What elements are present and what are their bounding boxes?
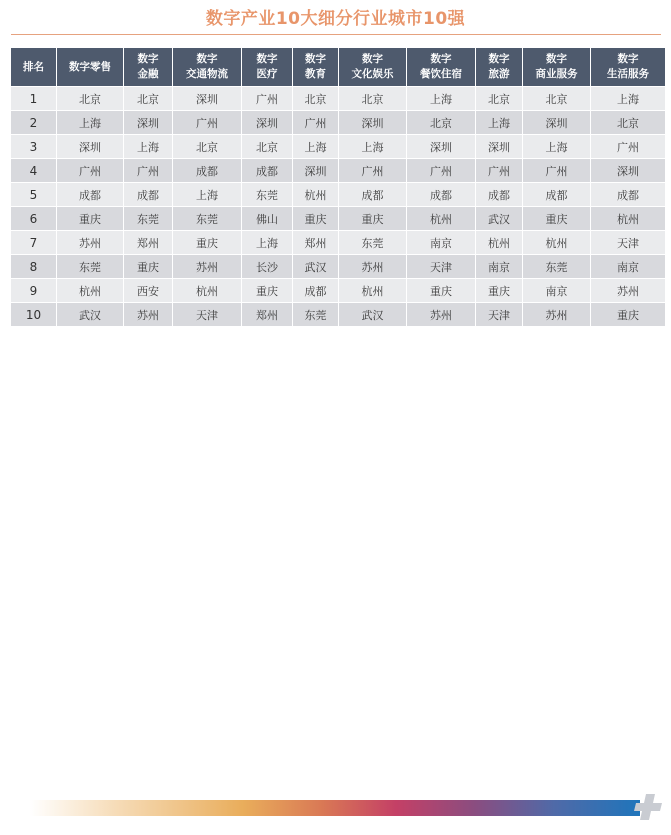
column-header-line: 排名 bbox=[23, 60, 44, 73]
city-cell: 杭州 bbox=[173, 279, 241, 302]
city-cell: 成都 bbox=[293, 279, 338, 302]
table-row bbox=[11, 231, 665, 254]
city-cell: 杭州 bbox=[407, 207, 475, 230]
table-header-row bbox=[11, 48, 665, 86]
column-header-line: 医疗 bbox=[256, 68, 278, 80]
city-cell: 上海 bbox=[293, 135, 338, 158]
table-row bbox=[11, 87, 665, 110]
column-header bbox=[407, 48, 475, 86]
rank-number: 10 bbox=[11, 303, 56, 326]
city-cell: 北京 bbox=[293, 87, 338, 110]
column-header-line: 餐饮住宿 bbox=[420, 68, 462, 80]
city-cell: 成都 bbox=[57, 183, 123, 206]
city-cell: 重庆 bbox=[293, 207, 338, 230]
city-cell: 天津 bbox=[476, 303, 522, 326]
title-divider bbox=[11, 34, 661, 35]
column-header bbox=[57, 48, 123, 86]
column-header-line: 数字 bbox=[256, 53, 278, 65]
city-cell: 北京 bbox=[57, 87, 123, 110]
city-cell: 北京 bbox=[591, 111, 665, 134]
table-row bbox=[11, 255, 665, 278]
table-row bbox=[11, 183, 665, 206]
column-header-line: 数字 bbox=[196, 53, 218, 65]
column-header bbox=[591, 48, 665, 86]
city-cell: 杭州 bbox=[591, 207, 665, 230]
column-header-line: 数字零售 bbox=[69, 60, 111, 73]
city-cell: 重庆 bbox=[57, 207, 123, 230]
city-cell: 成都 bbox=[339, 183, 406, 206]
city-cell: 成都 bbox=[173, 159, 241, 182]
rank-number: 1 bbox=[11, 87, 56, 110]
column-header-line: 旅游 bbox=[488, 68, 510, 80]
column-header-line: 数字 bbox=[305, 53, 326, 65]
city-cell: 杭州 bbox=[476, 231, 522, 254]
city-cell: 东莞 bbox=[57, 255, 123, 278]
city-cell: 苏州 bbox=[591, 279, 665, 302]
column-header bbox=[476, 48, 522, 86]
city-cell: 南京 bbox=[476, 255, 522, 278]
city-cell: 北京 bbox=[124, 87, 172, 110]
city-cell: 深圳 bbox=[523, 111, 590, 134]
city-cell: 成都 bbox=[523, 183, 590, 206]
rank-number: 6 bbox=[11, 207, 56, 230]
city-cell: 深圳 bbox=[293, 159, 338, 182]
city-cell: 上海 bbox=[173, 183, 241, 206]
city-cell: 重庆 bbox=[339, 207, 406, 230]
table-row bbox=[11, 207, 665, 230]
column-header-line: 数字 bbox=[430, 53, 452, 65]
city-cell: 北京 bbox=[173, 135, 241, 158]
city-cell: 武汉 bbox=[476, 207, 522, 230]
column-header bbox=[293, 48, 338, 86]
table-row bbox=[11, 303, 665, 326]
city-cell: 南京 bbox=[407, 231, 475, 254]
city-cell: 武汉 bbox=[293, 255, 338, 278]
footer-gradient-bar bbox=[30, 800, 640, 816]
city-cell: 东莞 bbox=[523, 255, 590, 278]
city-cell: 苏州 bbox=[523, 303, 590, 326]
city-cell: 成都 bbox=[124, 183, 172, 206]
city-cell: 天津 bbox=[407, 255, 475, 278]
city-cell: 郑州 bbox=[242, 303, 292, 326]
column-header-line: 商业服务 bbox=[535, 68, 578, 80]
plus-logo-icon bbox=[634, 792, 664, 822]
city-cell: 成都 bbox=[591, 183, 665, 206]
rank-number: 5 bbox=[11, 183, 56, 206]
column-header-line: 生活服务 bbox=[607, 68, 649, 80]
table-row bbox=[11, 111, 665, 134]
city-cell: 深圳 bbox=[339, 111, 406, 134]
city-cell: 广州 bbox=[523, 159, 590, 182]
city-cell: 深圳 bbox=[476, 135, 522, 158]
column-header-line: 交通物流 bbox=[186, 68, 228, 80]
city-cell: 广州 bbox=[57, 159, 123, 182]
rank-number: 9 bbox=[11, 279, 56, 302]
city-cell: 杭州 bbox=[293, 183, 338, 206]
city-cell: 重庆 bbox=[242, 279, 292, 302]
city-cell: 东莞 bbox=[124, 207, 172, 230]
city-cell: 广州 bbox=[293, 111, 338, 134]
city-cell: 上海 bbox=[339, 135, 406, 158]
column-header bbox=[124, 48, 172, 86]
city-cell: 苏州 bbox=[407, 303, 475, 326]
city-cell: 深圳 bbox=[407, 135, 475, 158]
city-cell: 武汉 bbox=[339, 303, 406, 326]
city-cell: 苏州 bbox=[173, 255, 241, 278]
page-title: 数字产业10大细分行业城市10强 bbox=[205, 9, 466, 29]
column-header bbox=[523, 48, 590, 86]
city-cell: 重庆 bbox=[523, 207, 590, 230]
city-cell: 杭州 bbox=[523, 231, 590, 254]
city-cell: 上海 bbox=[407, 87, 475, 110]
city-cell: 上海 bbox=[124, 135, 172, 158]
city-cell: 苏州 bbox=[57, 231, 123, 254]
city-cell: 北京 bbox=[242, 135, 292, 158]
city-cell: 深圳 bbox=[242, 111, 292, 134]
city-cell: 东莞 bbox=[173, 207, 241, 230]
city-cell: 上海 bbox=[523, 135, 590, 158]
city-cell: 上海 bbox=[591, 87, 665, 110]
city-cell: 北京 bbox=[476, 87, 522, 110]
city-cell: 苏州 bbox=[339, 255, 406, 278]
city-cell: 重庆 bbox=[173, 231, 241, 254]
city-cell: 上海 bbox=[57, 111, 123, 134]
city-cell: 佛山 bbox=[242, 207, 292, 230]
city-cell: 杭州 bbox=[57, 279, 123, 302]
rank-number: 3 bbox=[11, 135, 56, 158]
city-cell: 广州 bbox=[242, 87, 292, 110]
city-cell: 郑州 bbox=[124, 231, 172, 254]
column-header-line: 数字 bbox=[488, 53, 510, 65]
city-cell: 深圳 bbox=[57, 135, 123, 158]
table-row bbox=[11, 279, 665, 302]
city-cell: 天津 bbox=[591, 231, 665, 254]
column-header-line: 文化娱乐 bbox=[351, 68, 394, 80]
city-cell: 北京 bbox=[339, 87, 406, 110]
column-header-line: 数字 bbox=[137, 53, 159, 65]
column-header bbox=[339, 48, 406, 86]
city-cell: 重庆 bbox=[407, 279, 475, 302]
column-header-line: 教育 bbox=[305, 68, 326, 80]
column-header-line: 数字 bbox=[617, 53, 639, 65]
city-cell: 成都 bbox=[407, 183, 475, 206]
city-cell: 成都 bbox=[476, 183, 522, 206]
rank-number: 2 bbox=[11, 111, 56, 134]
city-cell: 上海 bbox=[476, 111, 522, 134]
city-cell: 广州 bbox=[173, 111, 241, 134]
city-cell: 南京 bbox=[523, 279, 590, 302]
rank-number: 7 bbox=[11, 231, 56, 254]
city-cell: 广州 bbox=[339, 159, 406, 182]
column-header bbox=[242, 48, 292, 86]
city-cell: 天津 bbox=[173, 303, 241, 326]
column-header-line: 金融 bbox=[137, 68, 159, 80]
city-cell: 北京 bbox=[523, 87, 590, 110]
city-cell: 深圳 bbox=[591, 159, 665, 182]
city-cell: 杭州 bbox=[339, 279, 406, 302]
city-cell: 郑州 bbox=[293, 231, 338, 254]
column-header bbox=[11, 48, 56, 86]
city-cell: 成都 bbox=[242, 159, 292, 182]
column-header-line: 数字 bbox=[362, 53, 383, 65]
table-row bbox=[11, 159, 665, 182]
city-cell: 深圳 bbox=[124, 111, 172, 134]
city-cell: 南京 bbox=[591, 255, 665, 278]
rank-number: 4 bbox=[11, 159, 56, 182]
city-cell: 重庆 bbox=[476, 279, 522, 302]
city-cell: 广州 bbox=[591, 135, 665, 158]
city-cell: 长沙 bbox=[242, 255, 292, 278]
city-cell: 东莞 bbox=[293, 303, 338, 326]
city-cell: 广州 bbox=[476, 159, 522, 182]
rank-number: 8 bbox=[11, 255, 56, 278]
city-cell: 深圳 bbox=[173, 87, 241, 110]
city-cell: 重庆 bbox=[124, 255, 172, 278]
table-row bbox=[11, 135, 665, 158]
city-cell: 广州 bbox=[124, 159, 172, 182]
city-cell: 武汉 bbox=[57, 303, 123, 326]
city-cell: 广州 bbox=[407, 159, 475, 182]
table-body bbox=[11, 87, 665, 326]
city-ranking-table bbox=[10, 47, 666, 327]
city-cell: 东莞 bbox=[242, 183, 292, 206]
city-cell: 西安 bbox=[124, 279, 172, 302]
column-header bbox=[173, 48, 241, 86]
city-cell: 重庆 bbox=[591, 303, 665, 326]
city-cell: 北京 bbox=[407, 111, 475, 134]
city-cell: 东莞 bbox=[339, 231, 406, 254]
city-cell: 上海 bbox=[242, 231, 292, 254]
city-cell: 苏州 bbox=[124, 303, 172, 326]
column-header-line: 数字 bbox=[546, 53, 567, 65]
